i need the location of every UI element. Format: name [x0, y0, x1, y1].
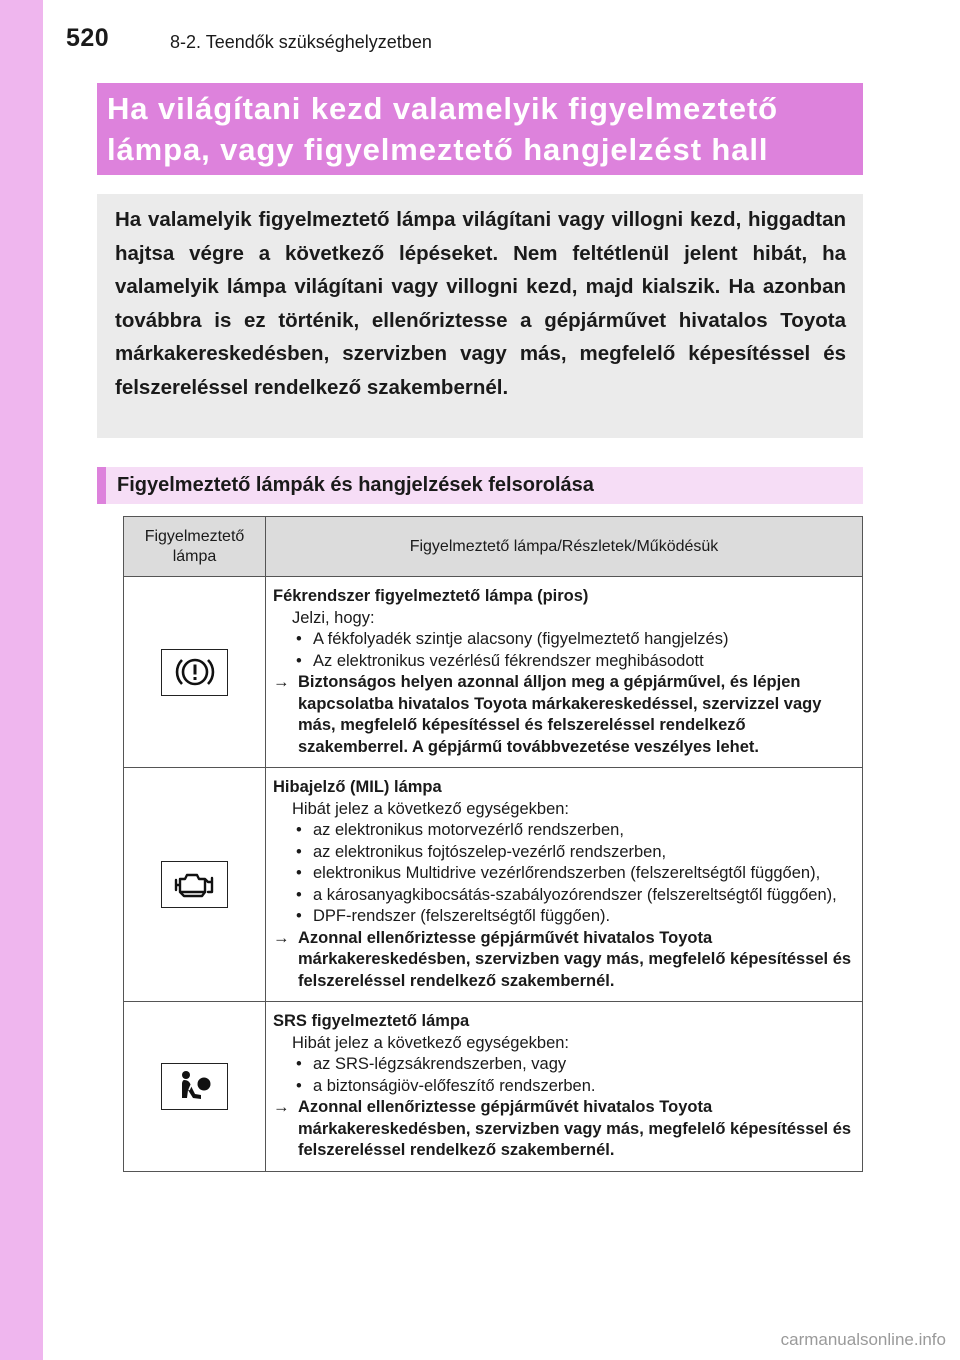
title-banner: [97, 83, 863, 175]
list-item: • a biztonságiöv-előfeszítő rendszerben.: [296, 1076, 596, 1095]
airbag-icon: [161, 1063, 228, 1110]
lamp-title: Hibajelző (MIL) lámpa: [273, 778, 442, 796]
title-line-2: lámpa, vagy figyelmeztető hangjelzést hall: [107, 132, 769, 167]
list-item: • elektronikus Multidrive vezérlőrendszerben (felszereltségtől függően),: [296, 864, 821, 882]
table-row: [124, 577, 863, 768]
lamp-action: → Azonnal ellenőriztesse gépjárművét hivatalos Toyota márkakereskedésben, szervizben vagy más, megfelelő képesítéssel és felszereléssel rendelkező szakembernél.: [273, 1098, 852, 1159]
arrow-right-icon: →: [273, 928, 290, 947]
section-label: 8-2. Teendők szükséghelyzetben: [170, 32, 432, 52]
list-item: • A fékfolyadék szintje alacsony (figyelmeztető hangjelzés): [296, 630, 729, 648]
arrow-right-icon: →: [273, 1098, 290, 1116]
brake-warning-icon: [161, 649, 228, 696]
lamp-description-cell: [266, 577, 863, 768]
lamp-description-cell: [266, 768, 863, 1002]
title-line-1: Ha világítani kezd valamelyik figyelmeztető: [107, 91, 779, 126]
list-item: • az SRS-légzsákrendszerben, vagy: [296, 1055, 567, 1073]
intro-text: Ha valamelyik figyelmeztető lámpa világítani vagy villogni kezd, higgadtan hajtsa végre a következő lépéseket. Nem feltétlenül jelent hibát, ha valamelyik lámpa világítani vagy villogni kezd, majd kialszik. Ha azonban továbbra is ez történik, ellenőriztesse a gépjárművet hivatalos Toyota márkakereskedésben, szervizben vagy más, megfelelő képesítéssel és felszereléssel rendelkező szakembernél.: [115, 208, 846, 399]
table-header-lamp: Figyelmeztető lámpa: [124, 517, 266, 577]
lamp-intro: Hibát jelez a következő egységekben:: [292, 1033, 570, 1052]
table-row: [124, 1002, 863, 1172]
intro-box: [97, 194, 863, 438]
arrow-right-icon: →: [273, 673, 290, 691]
engine-check-icon: [161, 861, 228, 908]
side-color-bar: [0, 0, 43, 1360]
table-header-row: [124, 517, 863, 577]
list-item: • az elektronikus motorvezérlő rendszerben,: [296, 821, 624, 839]
table-header-details: Figyelmeztető lámpa/Részletek/Működésük: [266, 517, 863, 577]
lamp-action: → Biztonságos helyen azonnal álljon meg a gépjárművel, és lépjen kapcsolatba hivatalos Toyota márkakereskedéssel, szervizzel vagy más, megfelelő képesítéssel és felszereléssel rendelkező szakemberrel. A gépjármű továbbvezetése veszélyes lehet.: [273, 673, 822, 756]
page-number: 520: [66, 24, 110, 52]
lamp-action: → Azonnal ellenőriztesse gépjárművét hivatalos Toyota márkakereskedésben, szervizben vagy más, megfelelő képesítéssel és felszereléssel rendelkező szakembernél.: [273, 928, 852, 990]
lamp-intro: Jelzi, hogy:: [292, 608, 375, 627]
lamp-icon-cell: [124, 577, 266, 768]
watermark: carmanualsonline.info: [780, 1330, 946, 1349]
lamp-icon-cell: [124, 768, 266, 1002]
list-item: • DPF-rendszer (felszereltségtől függően).: [296, 907, 611, 925]
lamp-title: SRS figyelmeztető lámpa: [273, 1012, 470, 1030]
list-item: • az elektronikus fojtószelep-vezérlő rendszerben,: [296, 842, 667, 861]
lamp-description-cell: [266, 1002, 863, 1172]
list-item: • Az elektronikus vezérlésű fékrendszer meghibásodott: [296, 651, 704, 670]
lamp-icon-cell: [124, 1002, 266, 1172]
lamp-title: Fékrendszer figyelmeztető lámpa (piros): [273, 587, 589, 605]
lamp-intro: Hibát jelez a következő egységekben:: [292, 799, 570, 818]
table-row: [124, 768, 863, 1002]
warning-lamp-table: [123, 516, 863, 1172]
subheading: Figyelmeztető lámpák és hangjelzések felsorolása: [97, 467, 863, 504]
list-item: • a károsanyagkibocsátás-szabályozórendszer (felszereltségtől függően),: [296, 885, 837, 904]
